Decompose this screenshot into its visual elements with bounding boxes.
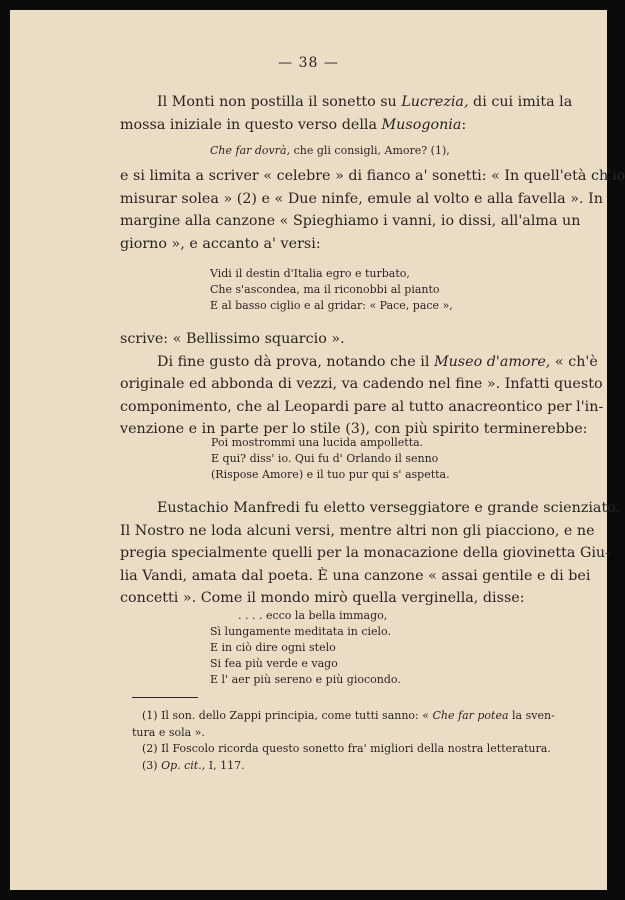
- quote-vidi-il-destin: Vidi il destin d'Italia egro e turbato, Che s'ascondea, ma il riconobbi al pianto E al basso ciglio e al gridar: « Pace, pace »,: [210, 267, 453, 312]
- footnote-1: (1) Il son. dello Zappi principia, come tutti sanno: « Che far potea la sven-: [142, 709, 555, 722]
- footnotes: (1) Il son. dello Zappi principia, come tutti sanno: « Che far potea la sven- tura e sola ». (2) Il Foscolo ricorda questo sonetto fra' migliori della nostra letteratura. (3) Op. cit., I, 117.: [132, 708, 543, 774]
- footnote-divider: [132, 697, 198, 698]
- paragraph-2: e si limita a scriver « celebre » di fianco a' sonetti: « In quell'età ch'io misurar solea » (2) e « Due ninfe, emule al volto e alla favella ». In margine alla canzone « Spieghiamo i vanni, io dissi, all'alma un giorno », e accanto a' versi:: [120, 168, 625, 252]
- book-page: [10, 10, 625, 890]
- footnote-2: (2) Il Foscolo ricorda questo sonetto fra' migliori della nostra letteratura.: [142, 742, 551, 755]
- quote-bella-immago: . . . . ecco la bella immago, Sì lungamente meditata in cielo. E in ciò dire ogni stelo Si fea più verde e vago E l' aer più sereno e più giocondo.: [210, 609, 401, 686]
- quote-ampolletta: Poi mostrommi una lucida ampolletta. E qui? diss' io. Qui fu d' Orlando il senno (Rispose Amore) e il tuo pur qui s' aspetta.: [211, 436, 450, 481]
- page-number: — 38 —: [278, 55, 339, 71]
- footnote-3: (3) Op. cit., I, 117.: [142, 758, 245, 772]
- paragraph-3: scrive: « Bellissimo squarcio ». Di fine gusto dà prova, notando che il Museo d'amore, « ch'è originale ed abbonda di vezzi, va cadendo nel fine ». Infatti questo componimento, che al Leopardi pare al tutto anacreontico per l'in- venzione e in parte per lo stile (3), con più spirito terminerebbe:: [120, 331, 604, 437]
- paragraph-1: Il Monti non postilla il sonetto su Lucrezia, di cui imita la mossa iniziale in questo verso della Musogonia:: [120, 94, 573, 133]
- quote-musogonia: Che far dovrà, che gli consigli, Amore? (1),: [210, 144, 450, 157]
- paragraph-4: Eustachio Manfredi fu eletto verseggiatore e grande scienziato. Il Nostro ne loda alcuni versi, mentre altri non gli piacciono, e ne pregia specialmente quelli per la monacazione della giovinetta Giu- lia Vandi, amata dal poeta. È una canzone « assai gentile e di bei concetti ». Come il mondo mirò quella verginella, disse:: [120, 500, 621, 606]
